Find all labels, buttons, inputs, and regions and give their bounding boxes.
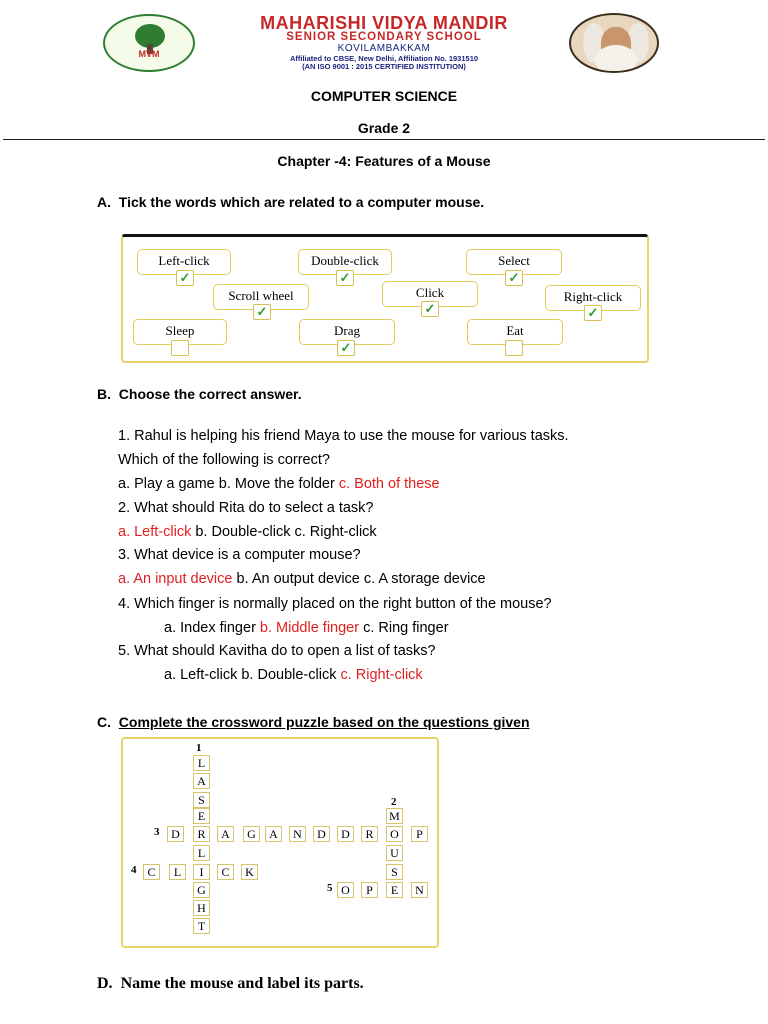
clue-number-1: 1 xyxy=(196,742,202,754)
crossword-cell[interactable]: N xyxy=(411,882,428,898)
school-iso: (AN ISO 9001 : 2015 CERTIFIED INSTITUTION) xyxy=(302,62,466,71)
correct-answer: a. Left-click xyxy=(118,524,192,540)
question-2: 2. What should Rita do to select a task? xyxy=(118,500,374,516)
word-eat: Eat xyxy=(467,319,563,345)
clue-number-2: 2 xyxy=(391,796,397,808)
crossword-cell[interactable]: E xyxy=(386,882,403,898)
crossword-panel xyxy=(121,737,439,948)
crossword-cell[interactable]: S xyxy=(386,864,403,880)
crossword-cell[interactable]: A xyxy=(193,773,210,789)
crossword-cell[interactable]: S xyxy=(193,792,210,808)
question-1-cont: Which of the following is correct? xyxy=(118,452,330,468)
school-subtitle: SENIOR SECONDARY SCHOOL xyxy=(286,31,482,43)
crossword-cell[interactable]: E xyxy=(193,808,210,824)
crossword-cell[interactable]: M xyxy=(386,808,403,824)
tick-click[interactable]: ✓ xyxy=(421,301,439,317)
question-2-options: a. Left-click b. Double-click c. Right-click xyxy=(118,524,377,540)
section-b-heading: B. Choose the correct answer. xyxy=(97,386,302,402)
word-right-click: Right-click xyxy=(545,285,641,311)
crossword-cell[interactable]: I xyxy=(193,864,210,880)
question-5: 5. What should Kavitha do to open a list of tasks? xyxy=(118,643,436,659)
school-location: KOVILAMBAKKAM xyxy=(337,43,431,54)
crossword-cell[interactable]: O xyxy=(386,826,403,842)
tick-left-click[interactable]: ✓ xyxy=(176,270,194,286)
tick-scroll-wheel[interactable]: ✓ xyxy=(253,304,271,320)
word-drag: Drag xyxy=(299,319,395,345)
correct-answer: b. Middle finger xyxy=(259,620,360,636)
word-tick-panel xyxy=(121,234,649,363)
crossword-cell[interactable]: O xyxy=(337,882,354,898)
crossword-cell[interactable]: L xyxy=(193,845,210,861)
crossword-cell[interactable]: D xyxy=(167,826,184,842)
school-affiliation: Affiliated to CBSE, New Delhi, Affiliation No. 1931510 xyxy=(289,54,479,63)
tick-double-click[interactable]: ✓ xyxy=(336,270,354,286)
crossword-cell[interactable]: P xyxy=(361,882,378,898)
school-name: MAHARISHI VIDYA MANDIR xyxy=(260,13,508,33)
question-1: 1. Rahul is helping his friend Maya to use the mouse for various tasks. xyxy=(118,428,569,444)
tick-right-click[interactable]: ✓ xyxy=(584,305,602,321)
question-4-options: a. Index finger b. Middle finger c. Ring finger xyxy=(164,620,449,636)
header-divider xyxy=(3,139,765,140)
crossword-cell[interactable]: L xyxy=(169,864,186,880)
question-3: 3. What device is a computer mouse? xyxy=(118,547,361,563)
clue-number-4: 4 xyxy=(131,864,137,876)
crossword-cell[interactable]: C xyxy=(217,864,234,880)
logo-text: MVM xyxy=(138,49,160,59)
crossword-cell[interactable]: R xyxy=(193,826,210,842)
crossword-cell[interactable]: D xyxy=(337,826,354,842)
grade-title: Grade 2 xyxy=(357,120,411,136)
crossword-cell[interactable]: H xyxy=(193,900,210,916)
crossword-cell[interactable]: G xyxy=(243,826,260,842)
tick-drag[interactable]: ✓ xyxy=(337,340,355,356)
founder-portrait xyxy=(569,13,659,73)
question-1-options: a. Play a game b. Move the folder c. Both of these xyxy=(118,476,440,492)
crossword-cell[interactable]: C xyxy=(143,864,160,880)
section-c-heading: C. Complete the crossword puzzle based on the questions given xyxy=(97,714,530,730)
crossword-cell[interactable]: P xyxy=(411,826,428,842)
chapter-title: Chapter -4: Features of a Mouse xyxy=(277,153,491,169)
crossword-cell[interactable]: D xyxy=(313,826,330,842)
question-3-options: a. An input device b. An output device c. A storage device xyxy=(118,571,486,587)
tick-eat[interactable] xyxy=(505,340,523,356)
crossword-cell[interactable]: T xyxy=(193,918,210,934)
school-logo xyxy=(103,14,195,72)
crossword-cell[interactable]: K xyxy=(241,864,258,880)
crossword-cell[interactable]: A xyxy=(265,826,282,842)
correct-answer: a. An input device xyxy=(118,571,233,587)
question-4: 4. Which finger is normally placed on the right button of the mouse? xyxy=(118,596,552,612)
word-click: Click xyxy=(382,281,478,307)
section-a-heading: A. Tick the words which are related to a computer mouse. xyxy=(97,194,485,210)
crossword-cell[interactable]: N xyxy=(289,826,306,842)
subject-title: COMPUTER SCIENCE xyxy=(310,88,458,104)
correct-answer: c. Both of these xyxy=(338,476,440,492)
word-left-click: Left-click xyxy=(137,249,231,275)
word-select: Select xyxy=(466,249,562,275)
question-5-options: a. Left-click b. Double-click c. Right-click xyxy=(164,667,423,683)
tick-select[interactable]: ✓ xyxy=(505,270,523,286)
crossword-cell[interactable]: G xyxy=(193,882,210,898)
clue-number-5: 5 xyxy=(327,882,333,894)
crossword-cell[interactable]: A xyxy=(217,826,234,842)
word-sleep: Sleep xyxy=(133,319,227,345)
crossword-cell[interactable]: R xyxy=(361,826,378,842)
correct-answer: c. Right-click xyxy=(340,667,423,683)
section-d-heading: D. Name the mouse and label its parts. xyxy=(97,975,364,992)
crossword-cell[interactable]: L xyxy=(193,755,210,771)
tick-sleep[interactable] xyxy=(171,340,189,356)
word-scroll-wheel: Scroll wheel xyxy=(213,284,309,310)
crossword-cell[interactable]: U xyxy=(386,845,403,861)
clue-number-3: 3 xyxy=(154,826,160,838)
word-double-click: Double-click xyxy=(298,249,392,275)
